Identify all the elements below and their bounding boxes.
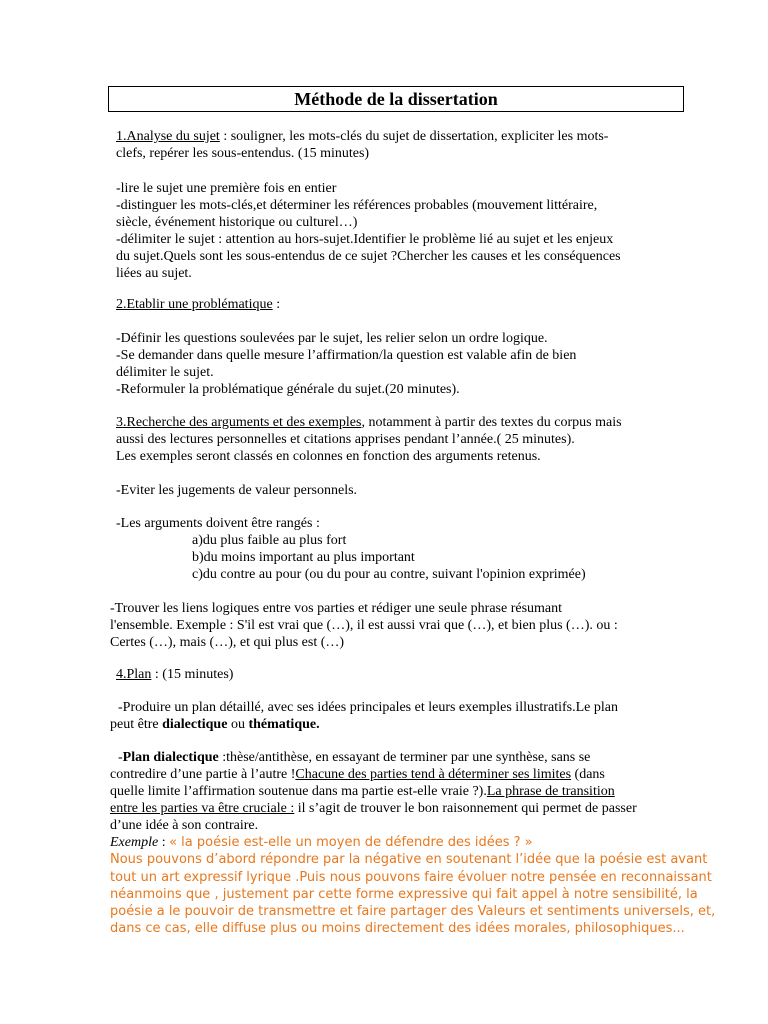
plan-dialectique-line-5: d’une idée à son contraire. [110,818,259,833]
example-line-4: poésie a le pouvoir de transmettre et faire partager des Valeurs et sentiments universels, et, [110,904,716,920]
bullet-demander-2: délimiter le sujet. [116,365,214,380]
example-question: « la poésie est-elle un moyen de défendre des idées ? » [169,835,533,850]
transition-underlined-2: entre les parties va être cruciale : [110,801,295,816]
bullet-lire: -lire le sujet une première fois en entier [116,181,337,196]
section-problematique: 2.Etablir une problématique : [116,297,281,312]
example-line-2: tout un art expressif lyrique .Puis nous pouvons faire évoluer notre pensée en reconnaissant [110,869,712,885]
ranking-intro: -Les arguments doivent être rangés : [116,516,320,531]
bullet-definir: -Définir les questions soulevées par le sujet, les relier selon un ordre logique. [116,331,548,346]
section-3-line-1: , notamment à partir des textes du corpus mais [361,415,622,430]
section-2-heading: 2.Etablir une problématique [116,297,273,312]
section-1-bullets [116,180,621,282]
bullet-delimiter-1: -délimiter le sujet : attention au hors-sujet.Identifier le problème lié au sujet et les enjeux [116,232,614,247]
plan-dialectique: -Plan dialectique :thèse/antithèse, en essayant de terminer par une synthèse, sans se contredire d’une partie à l’autre !Chacune des parties tend à déterminer ses limites (dans quelle limite l’affirmation soutenue dans ma partie est-elle vraie ?).La phrase de transition entre les parties va être cruciale : il s’agit de trouver le bon raisonnement qui permet de passer d’une idée à son contraire. [110,750,637,833]
plan-line-1: -Produire un plan détaillé, avec ses idées principales et leurs exemples illustratifs.Le plan [118,700,618,715]
transition-underlined-1: La phrase de transition [486,784,615,799]
section-2-bullets [116,330,576,398]
example-label: Exemple [110,835,159,850]
section-1-line-1: : souligner, les mots-clés du sujet de dissertation, expliciter les mots- [219,129,609,144]
section-analyse [116,128,608,162]
ranking-a: a)du plus faible au plus fort [192,533,347,548]
liens-line-2: l'ensemble. Exemple : S'il est vrai que (…), il est aussi vrai que (…), et bien plus (…). ou : [110,618,618,633]
ranking-c: c)du contre au pour (ou du pour au contre, suivant l'opinion exprimée) [192,567,586,582]
section-3-heading: 3.Recherche des arguments et des exemples [116,415,362,430]
ranking-b: b)du moins important au plus important [192,550,415,565]
section-3-line-2: aussi des lectures personnelles et citations apprises pendant l’année.( 25 minutes). [116,432,575,447]
example-line-1: Nous pouvons d’abord répondre par la négative en soutenant l’idée que la poésie est avant [110,852,708,868]
limites-underlined: Chacune des parties tend à déterminer ses limites [295,767,572,782]
bullet-reformuler: -Reformuler la problématique générale du sujet.(20 minutes). [116,382,460,397]
section-3-line-3: Les exemples seront classés en colonnes en fonction des arguments retenus. [116,449,541,464]
plan-dialectique-label: Plan dialectique [122,750,219,765]
arguments-ranking [116,515,586,583]
section-4-heading: 4.Plan [116,667,152,682]
plan-line-2: peut être dialectique ou thématique. [110,717,320,732]
bullet-distinguer-2: siècle, événement historique ou culturel…) [116,215,358,230]
dialectique-term: dialectique [162,717,228,732]
liens-line-3: Certes (…), mais (…), et qui plus est (…) [110,635,345,650]
example-line-3: néanmoins que , justement par cette forme expressive qui fait appel à notre sensibilité, la [110,886,698,902]
section-plan: 4.Plan : (15 minutes) [116,667,234,682]
bullet-delimiter-2: du sujet.Quels sont les sous-entendus de ce sujet ?Chercher les causes et les conséquences [116,249,621,264]
bullet-eviter: -Eviter les jugements de valeur personnels. [116,483,358,498]
example-line-5: dans ce cas, elle diffuse plus ou moins directement des idées morales, philosophiques... [110,921,685,937]
thematique-term: thématique. [248,717,320,732]
section-arguments [116,414,622,465]
section-1-line-2: clefs, repérer les sous-entendus. (15 minutes) [116,146,370,161]
bullet-demander-1: -Se demander dans quelle mesure l’affirmation/la question est valable afin de bien [116,348,577,363]
bullet-delimiter-3: liées au sujet. [116,266,192,281]
title-text: Méthode de la dissertation [294,89,498,109]
section-1-heading: 1.Analyse du sujet [116,129,220,144]
bullet-distinguer-1: -distinguer les mots-clés,et déterminer les références probables (mouvement littéraire, [116,198,598,213]
page-title [108,86,684,112]
plan-description [110,699,618,733]
liens-logiques [110,600,618,651]
example-block: Exemple : « la poésie est-elle un moyen de défendre des idées ? » Nous pouvons d’abord répondre par la négative en soutenant l’idée que la poésie est avant tout un art expressif lyrique .Puis nous pouvons faire évoluer notre pensée en reconnaissant néanmoins que , justement par cette forme expressive qui fait appel à notre sensibilité, la poésie a le pouvoir de transmettre et faire partager des Valeurs et sentiments universels, et, dans ce cas, elle diffuse plus ou moins directement des idées morales, philosophiques... [110,835,716,937]
liens-line-1: -Trouver les liens logiques entre vos parties et rédiger une seule phrase résumant [110,601,563,616]
